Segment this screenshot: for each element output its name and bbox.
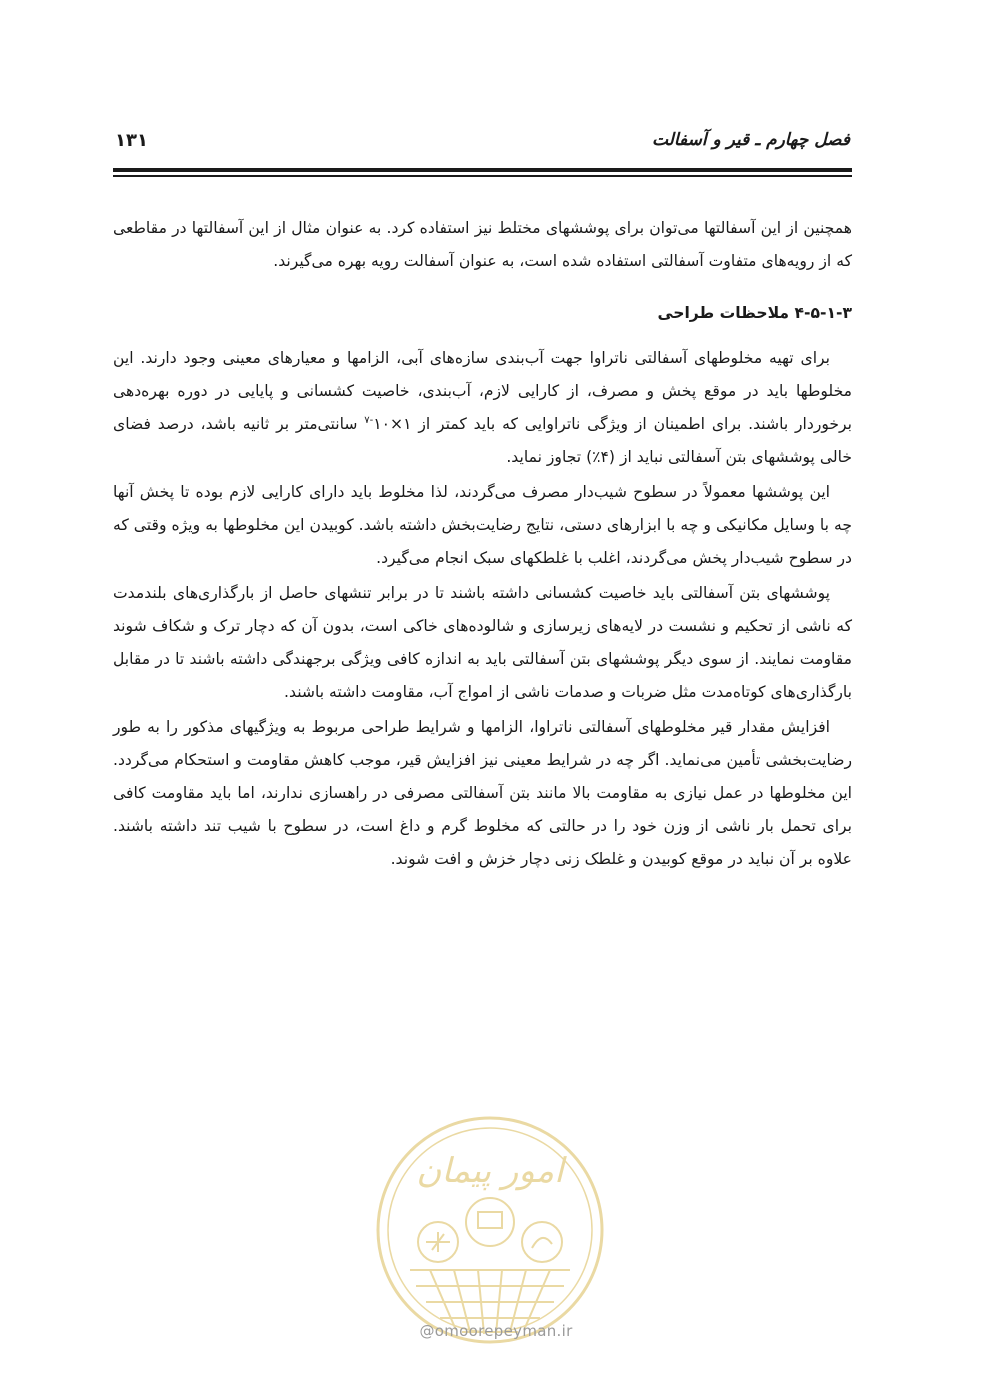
at-icon: @ (419, 1322, 435, 1340)
paragraph-permeability (113, 342, 852, 474)
paragraph-text: سانتی‌متر بر ثانیه باشد، درصد فضای خالی پوششهای بتن آسفالتی نباید از (۴٪) تجاوز نماید. (113, 415, 852, 466)
watermark-logo-text: امور پیمان (416, 1151, 564, 1191)
page-header (115, 128, 850, 156)
intro-paragraph: همچنین از این آسفالتها می‌توان برای پوششهای مختلط نیز استفاده کرد. به عنوان مثال از این آسفالتها در مقاطعی که از رویه‌های متفاوت آسفالتی استفاده شده است، به عنوان آسفالت رویه بهره می‌گیرند. (113, 219, 852, 270)
section-heading: ۴-۵-۱-۳ ملاحظات طراحی (657, 304, 852, 322)
header-rule-thin (113, 175, 852, 177)
paragraph-elasticity: پوششهای بتن آسفالتی باید خاصیت کشسانی داشته باشند تا در برابر تنشهای حاصل از بارگذاری‌های بلندمدت که ناشی از تحکیم و نشست در لایه‌های زیرسازی و شالوده‌های خاکی است، بدون آن که دچار ترک و شکاف شوند مقاومت نمایند. از سوی دیگر پوششهای بتن آسفالتی باید به اندازه کافی ویژگی برجهندگی داشته باشند تا در مقابل بارگذاری‌های کوتاه‌مدت مثل ضربات و صدمات ناشی از امواج آب، مقاومت داشته باشند. (113, 584, 852, 701)
paragraph-slopes: این پوششها معمولاً در سطوح شیب‌دار مصرف می‌گردند، لذا مخلوط باید دارای کارایی لازم بوده تا پخش آنها چه با وسایل مکانیکی و چه با ابزارهای دستی، نتایج رضایت‌بخش داشته باشد. کوبیدن این مخلوطها به ویژه وقتی که در سطوح شیب‌دار پخش می‌گردند، اغلب با غلطکهای سبک انجام می‌گیرد. (113, 483, 852, 567)
page-number: ۱۳۱ (115, 130, 148, 151)
paragraph-text: برای تهیه مخلوطهای آسفالتی ناتراوا جهت آب‌بندی سازه‌های آبی، الزامها و معیارهای معینی وجود دارند. این مخلوطها باید در موقع پخش و مصرف، از کارایی لازم، آب‌بندی، خاصیت کشسانی و پایایی در دوره بهره‌دهی برخوردار باشند. برای اطمینان از ویژگی ناتراوایی که باید کمتر از ۱×۱۰ (113, 349, 852, 433)
exponent: -۷ (364, 414, 374, 426)
paragraph-bitumen-content: افزایش مقدار قیر مخلوطهای آسفالتی ناتراوا، الزامها و شرایط طراحی مربوط به ویژگیهای مذکور را به طور رضایت‌بخشی تأمین می‌نماید. اگر چه در شرایط معینی نیز افزایش قیر، موجب کاهش مقاومت و استحکام می‌گردد. این مخلوطها در عمل نیازی به مقاومت بالا مانند بتن آسفالتی مصرفی در راهسازی ندارند، اما باید مقاومت کافی برای تحمل بار ناشی از وزن خود را در حالتی که مخلوط گرم و داغ است، در سطوح با شیب تند داشته باشند. علاوه بر آن نباید در موقع کوبیدن و غلطک زنی دچار خزش و افت شوند. (113, 718, 852, 868)
watermark-site: @omoorepeyman.ir (419, 1322, 573, 1340)
chapter-title: فصل چهارم ـ قیر و آسفالت (651, 130, 850, 150)
watermark-logo (370, 1110, 610, 1350)
page-body (113, 212, 852, 878)
header-rule-thick (113, 168, 852, 172)
